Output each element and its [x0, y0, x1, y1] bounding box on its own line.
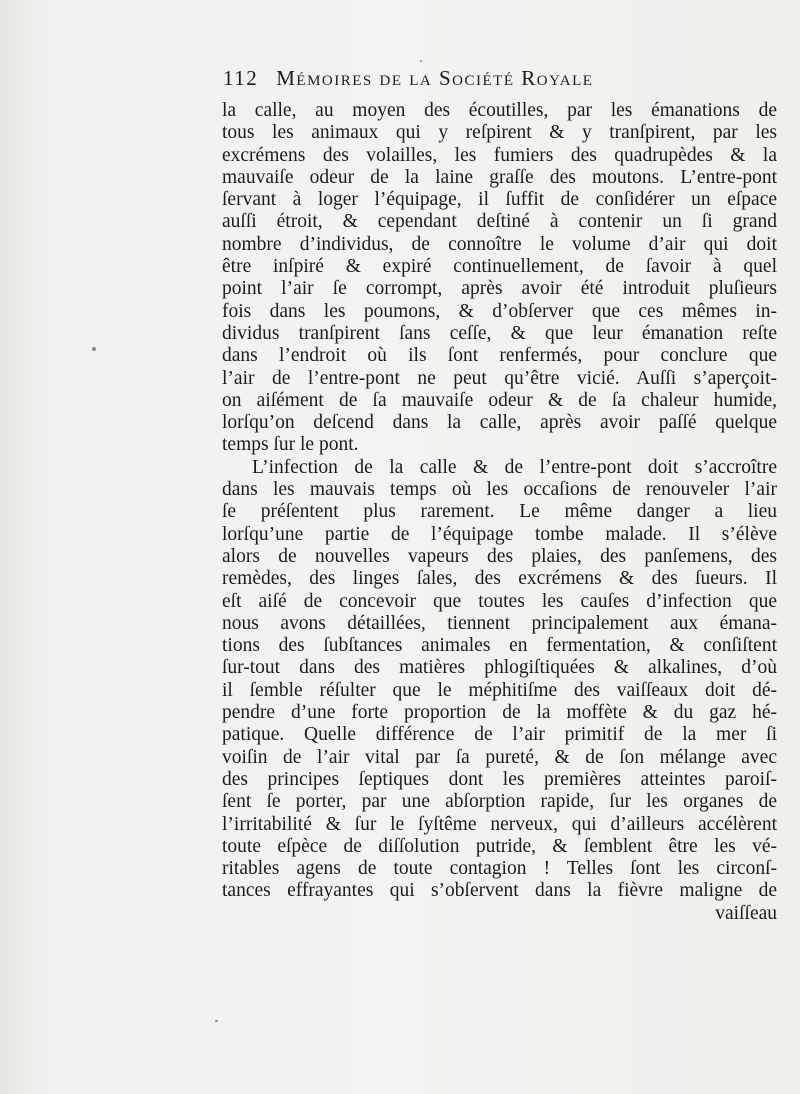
- text-line: alors de nouvelles vapeurs des plaies, des panſemens, des: [222, 545, 777, 567]
- text-line: tions des ſubſtances animales en fermentation, & conſiſtent: [222, 635, 777, 657]
- text-line: ſent ſe porter, par une abſorption rapide, ſur les organes de: [222, 791, 777, 813]
- text-line: dans les mauvais temps où les occaſions de renouveler l’air: [222, 479, 777, 501]
- text-line: dividus tranſpirent ſans ceſſe, & que leur émanation reſte: [222, 322, 777, 344]
- text-line: tous les animaux qui y reſpirent & y tranſpirent, par les: [222, 122, 777, 144]
- text-line: nombre d’individus, de connoître le volume d’air qui doit: [222, 233, 777, 255]
- text-line: ſur-tout dans des matières phlogiſtiquées & alkalines, d’où: [222, 657, 777, 679]
- text-line: temps ſur le pont.: [222, 434, 359, 456]
- running-header: [223, 66, 783, 94]
- text-line: tances effrayantes qui s’obſervent dans la fièvre maligne de: [222, 880, 777, 902]
- text-line: lorſqu’une partie de l’équipage tombe malade. Il s’élève: [222, 523, 777, 545]
- text-line: point l’air ſe corrompt, après avoir été introduit pluſieurs: [222, 278, 777, 300]
- text-line: pendre d’une forte proportion de la moffète & du gaz hé-: [222, 702, 777, 724]
- text-line: mauvaiſe odeur de la laine graſſe des moutons. L’entre-pont: [222, 166, 777, 188]
- text-line: ſe préſentent plus rarement. Le même danger a lieu: [222, 501, 777, 523]
- text-line: l’irritabilité & ſur le ſyſtême nerveux, qui d’ailleurs accélèrent: [222, 813, 777, 835]
- text-line: eſt aiſé de concevoir que toutes les cauſes d’infection que: [222, 590, 777, 612]
- text-line: L’infection de la calle & de l’entre-pont doit s’accroître: [252, 456, 777, 478]
- page-number: 112: [223, 66, 259, 90]
- text-line: ritables agens de toute contagion ! Telles ſont les circonſ-: [222, 858, 777, 880]
- text-line: il ſemble réſulter que le méphitiſme des vaiſſeaux doit dé-: [222, 679, 777, 701]
- text-line: excrémens des volailles, les fumiers des quadrupèdes & la: [222, 144, 777, 166]
- text-line: nous avons détaillées, tiennent principalement aux émana-: [222, 612, 777, 634]
- text-line: auſſi étroit, & cependant deſtiné à contenir un ſi grand: [222, 211, 777, 233]
- text-line: être inſpiré & expiré continuellement, de ſavoir à quel: [222, 256, 777, 278]
- ink-speck: [215, 1020, 218, 1022]
- text-line: l’air de l’entre-pont ne peut qu’être vicié. Auſſi s’aperçoit-: [222, 367, 777, 389]
- text-line: des principes ſeptiques dont les premières atteintes paroiſ-: [222, 768, 777, 790]
- text-line: ſervant à loger l’équipage, il ſuffit de conſidérer un eſpace: [222, 189, 777, 211]
- text-line: toute eſpèce de diſſolution putride, & ſemblent être les vé-: [222, 835, 777, 857]
- body-text: [222, 100, 777, 925]
- text-line: on aiſément de ſa mauvaiſe odeur & de ſa chaleur humide,: [222, 389, 777, 411]
- text-line: patique. Quelle différence de l’air primitif de la mer ſi: [222, 724, 777, 746]
- text-line: lorſqu’on deſcend dans la calle, après avoir paſſé quelque: [222, 412, 777, 434]
- text-line: fois dans les poumons, & d’obſerver que ces mêmes in-: [222, 300, 777, 322]
- catchword: vaiſſeau: [715, 902, 777, 924]
- ink-speck: [92, 347, 96, 351]
- text-line: dans l’endroit où ils ſont renfermés, pour conclure que: [222, 345, 777, 367]
- text-line: remèdes, des linges ſales, des excrémens & des ſueurs. Il: [222, 568, 777, 590]
- text-line: la calle, au moyen des écoutilles, par les émanations de: [222, 100, 777, 121]
- ink-speck: [420, 60, 422, 62]
- running-title: Mémoires de la Société Royale: [276, 66, 594, 90]
- text-line: voiſin de l’air vital par ſa pureté, & de ſon mélange avec: [222, 746, 777, 768]
